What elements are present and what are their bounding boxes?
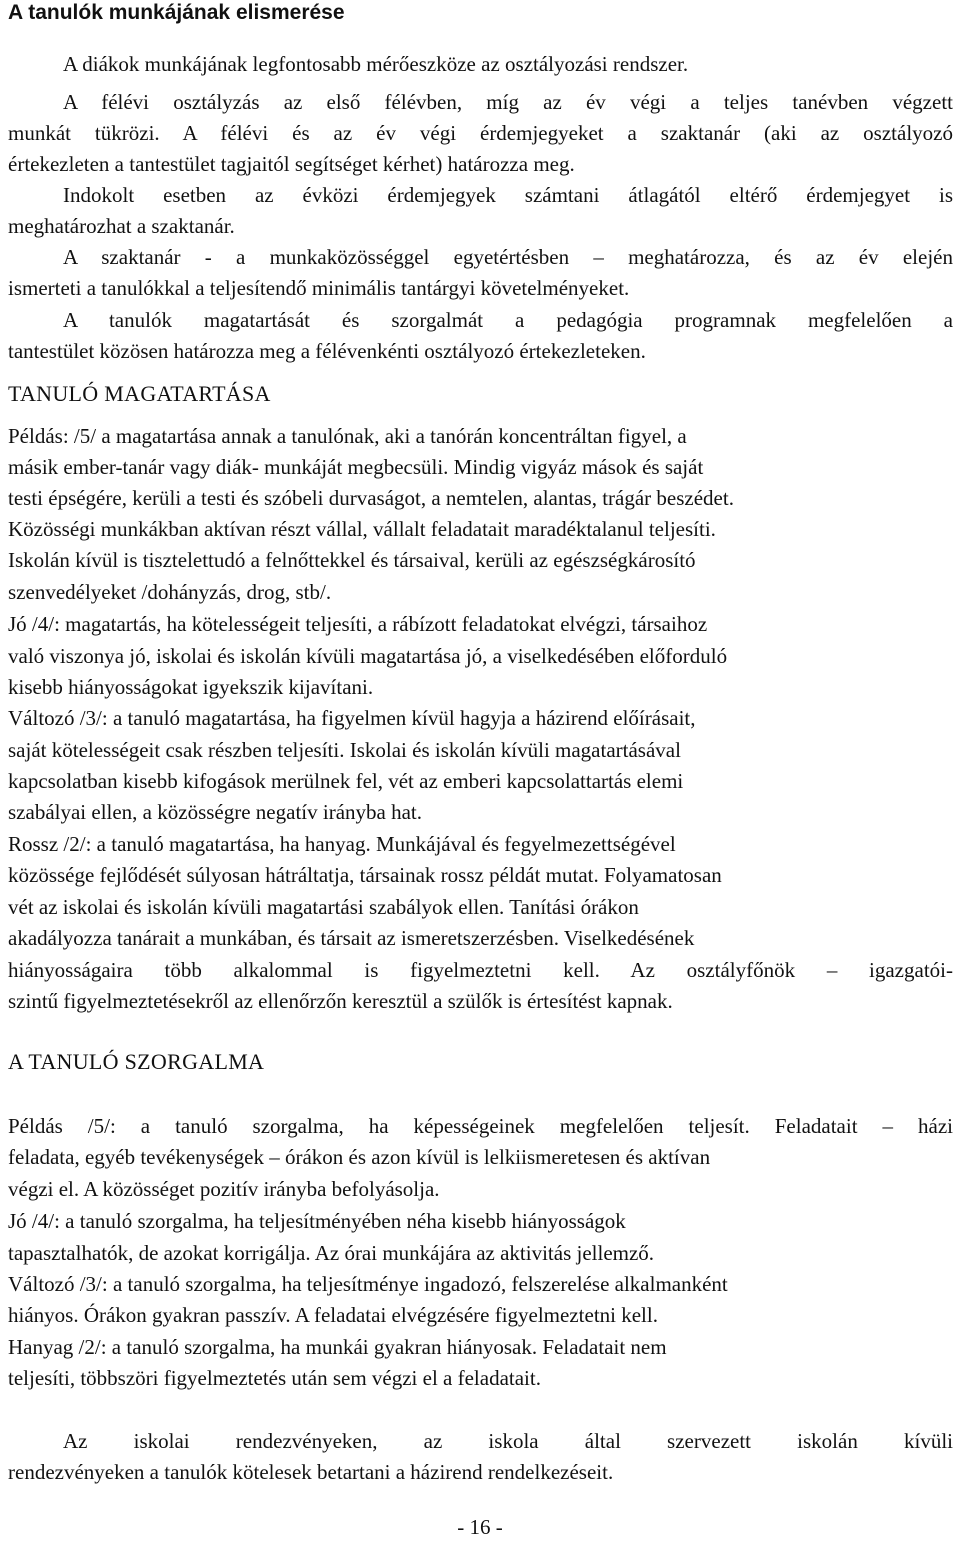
diligence-heading: A TANULÓ SZORGALMA <box>8 1049 265 1074</box>
behavior-line: hiányosságaira több alkalommal is figyelmeztetni kell. Az osztályfőnök – igazgatói- <box>8 958 953 982</box>
behavior-line: vét az iskolai és iskolán kívüli magatartási szabályok ellen. Tanítási órákon <box>8 895 639 919</box>
behavior-line: közössége fejlődését súlyosan hátráltatja, társainak rossz példát mutat. Folyamatosan <box>8 863 722 887</box>
behavior-heading: TANULÓ MAGATARTÁSA <box>8 381 271 406</box>
closing-line: Az iskolai rendezvényeken, az iskola által szervezett iskolán kívüli <box>63 1429 953 1453</box>
intro-line: meghatározhat a szaktanár. <box>8 214 235 238</box>
behavior-line: kapcsolatban kisebb kifogások merülnek fel, vét az emberi kapcsolattartás elemi <box>8 769 684 793</box>
behavior-line: való viszonya jó, iskolai és iskolán kívüli magatartása jó, a viselkedésében előforduló <box>8 644 728 668</box>
behavior-line: szintű figyelmeztetésekről az ellenőrzőn keresztül a szülők is értesítést kapnak. <box>8 989 673 1013</box>
intro-line: tantestület közösen határozza meg a félévenkénti osztályozó értekezleteken. <box>8 339 646 363</box>
behavior-line: kisebb hiányosságokat igyekszik kijavítani. <box>8 675 374 699</box>
behavior-line: testi épségére, kerüli a testi és szóbeli durvaságot, a nemtelen, alantas, trágár beszédet. <box>8 486 734 510</box>
intro-line: értekezleten a tantestület tagjaitól segítséget kérhet) határozza meg. <box>8 152 575 176</box>
behavior-line: szenvedélyeket /dohányzás, drog, stb/. <box>8 580 332 604</box>
intro-line: munkát tükrözi. A félévi és az év végi érdemjegyeket a szaktanár (aki az osztályozó <box>8 121 953 145</box>
diligence-line: Példás /5/: a tanuló szorgalma, ha képességeinek megfelelően teljesít. Feladatait – házi <box>8 1114 953 1138</box>
behavior-line: szabályai ellen, a közösségre negatív irányba hat. <box>8 800 422 824</box>
diligence-line: feladata, egyéb tevékenységek – órákon és azon kívül is lelkiismeretesen és aktívan <box>8 1145 711 1169</box>
closing-line: rendezvényeken a tanulók kötelesek betartani a házirend rendelkezéseit. <box>8 1460 614 1484</box>
behavior-line: Rossz /2/: a tanuló magatartása, ha hanyag. Munkájával és fegyelmezettségével <box>8 832 676 856</box>
behavior-line: Változó /3/: a tanuló magatartása, ha figyelmen kívül hagyja a házirend előírásait, <box>8 706 696 730</box>
behavior-line: akadályozza tanárait a munkában, és társait az ismeretszerzésben. Viselkedésének <box>8 926 695 950</box>
intro-line: A félévi osztályzás az első félévben, míg az év végi a teljes tanévben végzett <box>63 90 953 114</box>
intro-line: Indokolt esetben az évközi érdemjegyek számtani átlagától eltérő érdemjegyet is <box>63 183 953 207</box>
diligence-line: Változó /3/: a tanuló szorgalma, ha teljesítménye ingadozó, felszerelése alkalmanként <box>8 1272 728 1296</box>
intro-line: ismerteti a tanulókkal a teljesítendő minimális tantárgyi követelményeket. <box>8 276 630 300</box>
intro-line: A diákok munkájának legfontosabb mérőeszköze az osztályozási rendszer. <box>63 52 689 76</box>
page-title: A tanulók munkájának elismerése <box>8 1 345 24</box>
behavior-line: Közösségi munkákban aktívan részt vállal, vállalt feladatait maradéktalanul teljesíti. <box>8 517 716 541</box>
diligence-line: teljesíti, többszöri figyelmeztetés után sem végzi el a feladatait. <box>8 1366 541 1390</box>
diligence-line: végzi el. A közösséget pozitív irányba befolyásolja. <box>8 1177 440 1201</box>
diligence-line: Hanyag /2/: a tanuló szorgalma, ha munkái gyakran hiányosak. Feladatait nem <box>8 1335 667 1359</box>
page-number: - 16 - <box>457 1515 503 1539</box>
behavior-line: Jó /4/: magatartás, ha kötelességeit teljesíti, a rábízott feladatokat elvégzi, társaihoz <box>8 612 708 636</box>
behavior-line: másik ember-tanár vagy diák- munkáját megbecsüli. Mindig vigyáz mások és saját <box>8 455 704 479</box>
behavior-line: Példás: /5/ a magatartása annak a tanulónak, aki a tanórán koncentráltan figyel, a <box>8 424 687 448</box>
diligence-line: tapasztalhatók, de azokat korrigálja. Az órai munkájára az aktivitás jellemző. <box>8 1241 655 1265</box>
behavior-line: Iskolán kívül is tisztelettudó a felnőttekkel és társaival, kerüli az egészségkárosító <box>8 548 696 572</box>
behavior-line: saját kötelességeit csak részben teljesíti. Iskolai és iskolán kívüli magatartásával <box>8 738 681 762</box>
diligence-line: Jó /4/: a tanuló szorgalma, ha teljesítményében néha kisebb hiányosságok <box>8 1209 626 1233</box>
diligence-line: hiányos. Órákon gyakran passzív. A feladatai elvégzésére figyelmeztetni kell. <box>8 1303 658 1327</box>
intro-line: A tanulók magatartását és szorgalmát a pedagógia programnak megfelelően a <box>63 308 953 332</box>
intro-line: A szaktanár - a munkaközösséggel egyetértésben – meghatározza, és az év elején <box>63 245 953 269</box>
